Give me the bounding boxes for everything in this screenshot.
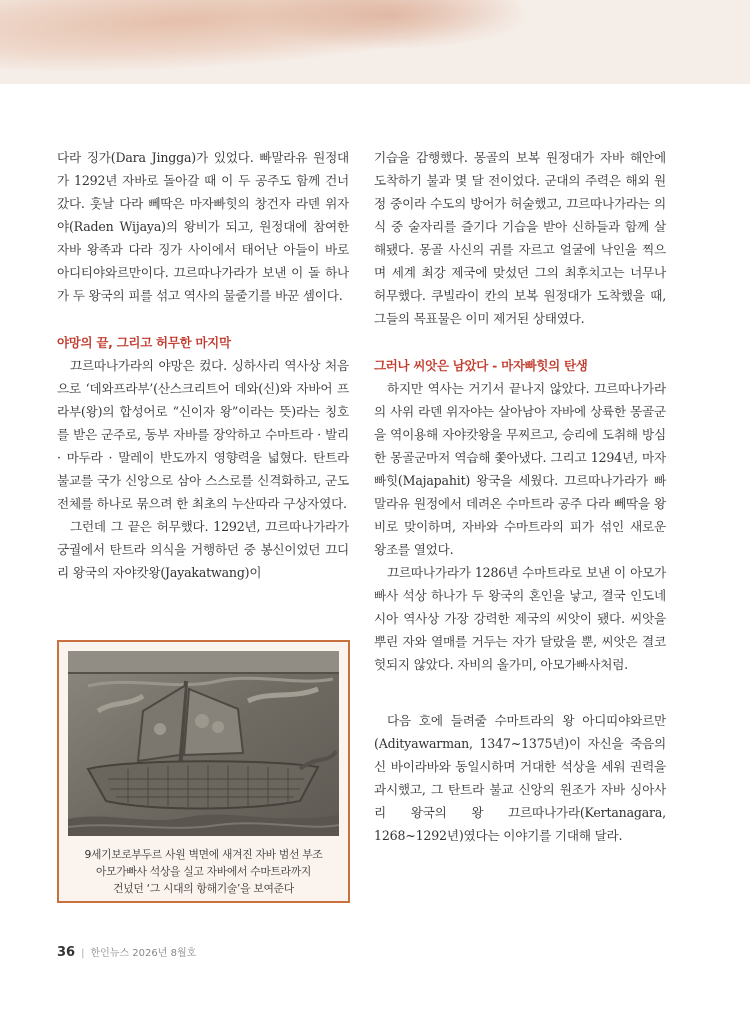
photo-figure: [57, 640, 350, 903]
right-paragraph-1: 기습을 감행했다. 몽골의 보복 원정대가 자바 해안에 도착하기 불과 몇 달 전이었다. 군대의 주력은 해외 원정 중이라 수도의 방어가 허술했고, 끄르따나가라는 의식 중 술자리를 즐기다 기습을 받아 신하들과 함께 살해됐다. 몽골 사신의 귀를 자르고 얼굴에 낙인을 찍으며 세계 최강 제국에 맞섰던 그의 최후치고는 너무나 허무했다. 쿠빌라이 칸의 보복 원정대가 도착했을 때, 그들의 목표물은 이미 제거된 상태였다.: [374, 150, 666, 326]
right-paragraph-4: 다음 호에 들려줄 수마트라의 왕 아디띠야와르만(Adityawarman, 1347~1375년)이 자신을 죽음의 신 바이라바와 동일시하며 거대한 석상을 세워 권력을 과시했고, 그 탄트라 불교 신앙의 원조가 자바 싱아사리 왕국의 왕 끄르따나가라(Kertanagara, 1268~1292년)였다는 이야기를 기대해 달라.: [374, 713, 666, 843]
photo-caption: [65, 846, 342, 897]
page-footer: [57, 944, 196, 960]
right-column: [374, 146, 666, 847]
left-column: [57, 146, 349, 584]
caption-line-3: 건넜던 ‘그 시대의 항해기술’을 보여준다: [113, 882, 294, 895]
header-brush-decoration-2: [250, 0, 530, 50]
caption-line-2: 아모가빠사 석상을 실고 자바에서 수마트라까지: [95, 865, 312, 878]
section-heading-majapahit: 그러나 씨앗은 남았다 - 마자빠힛의 탄생: [374, 358, 588, 373]
caption-line-1: 9세기보로부두르 사원 벽면에 새겨진 자바 범선 부조: [84, 848, 323, 861]
footer-separator: |: [81, 948, 85, 959]
header-band: [0, 0, 750, 84]
page-number: 36: [57, 945, 76, 960]
ship-relief-photo: [68, 651, 339, 836]
left-paragraph-1: 다라 징가(Dara Jingga)가 있었다. 빠말라유 원정대가 1292년 자바로 돌아갈 때 이 두 공주도 함께 건너갔다. 훗날 다라 뻬딱은 마자빠힛의 창건자 라덴 위자야(Raden Wijaya)의 왕비가 되고, 원정대에 참여한 자바 왕족과 다라 징가 사이에서 태어난 아들이 바로 아디티야와르만이다. 끄르따나가라가 보낸 이 돌 하나가 두 왕국의 피를 섞고 역사의 물줄기를 바꾼 셈이다.: [57, 150, 349, 303]
section-heading-ambition: 야망의 끝, 그리고 허무한 마지막: [57, 335, 231, 350]
left-paragraph-3: 그런데 그 끝은 허무했다. 1292년, 끄르따나가라가 궁궐에서 탄트라 의식을 거행하던 중 봉신이었던 끄디리 왕국의 자야캇왕(Jayakatwang)이: [57, 519, 349, 580]
right-paragraph-2: 하지만 역사는 거기서 끝나지 않았다. 끄르따나가라의 사위 라덴 위자야는 살아남아 자바에 상륙한 몽골군을 역이용해 자야캇왕을 무찌르고, 승리에 도취해 방심한 몽골군마저 역습해 쫓아냈다. 그리고 1294년, 마자빠힛(Majapahit) 왕국을 세웠다. 끄르따나가라가 빠말라유 원정에서 데려온 수마트라 공주 다라 뻬딱을 왕비로 맞이하며, 자바와 수마트라의 피가 섞인 새로운 왕조를 열었다.: [374, 381, 666, 557]
left-paragraph-2: 끄르따나가라의 야망은 컸다. 싱하사리 역사상 처음으로 ‘데와프라부’(산스크리트어 데와(신)와 자바어 프라부(왕)의 합성어로 “신이자 왕”이라는 뜻)라는 칭호를 받은 군주로, 동부 자바를 장악하고 수마트라 · 발리 · 마두라 · 말레이 반도까지 영향력을 넓혔다. 탄트라 불교를 국가 신앙으로 삼아 스스로를 신격화하고, 군도 전체를 하나로 묶으려 한 최초의 누산따라 구상자였다.: [57, 358, 349, 511]
publication-name: 한인뉴스 2026년 8월호: [90, 948, 197, 959]
ship-relief-illustration: [68, 651, 339, 836]
right-paragraph-3: 끄르따나가라가 1286년 수마트라로 보낸 이 아모가빠사 석상 하나가 두 왕국의 혼인을 낳고, 결국 인도네시아 역사상 가장 강력한 제국의 씨앗이 됐다. 씨앗을 뿌린 자와 열매를 거두는 자가 달랐을 뿐, 씨앗은 결코 헛되지 않았다. 자비의 올가미, 아모가빠사처럼.: [374, 565, 666, 672]
